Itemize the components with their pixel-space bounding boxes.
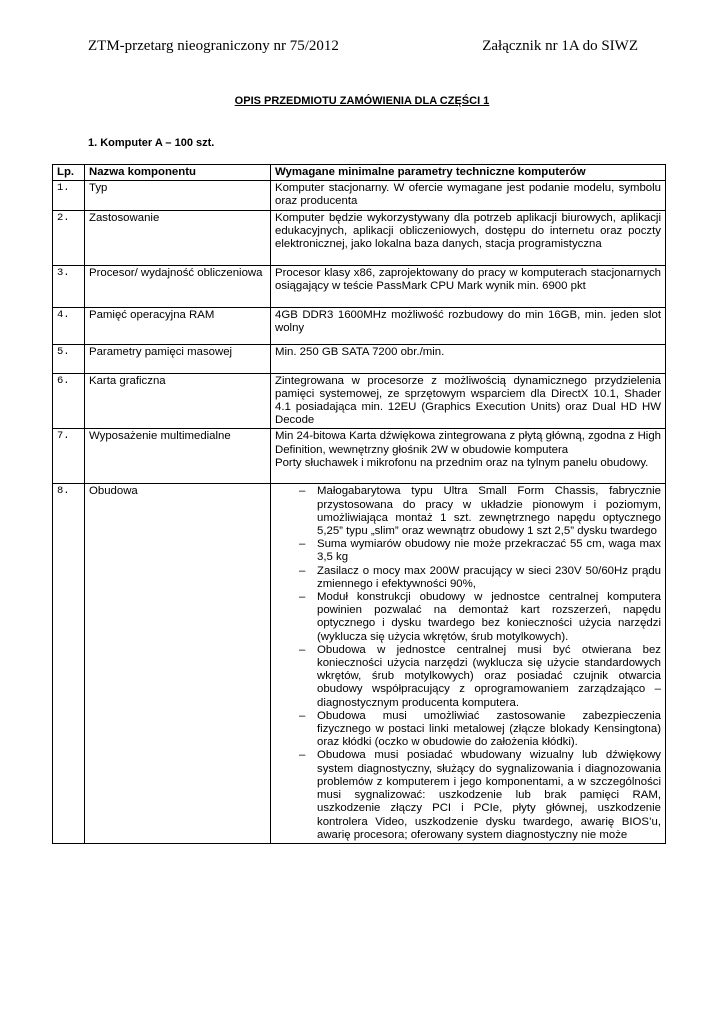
component-requirements: Komputer stacjonarny. W ofercie wymagane jest podanie modelu, symbolu oraz producenta bbox=[271, 181, 666, 210]
list-item: – Obudowa musi posiadać wbudowany wizualny lub dźwiękowy system diagnostyczny, służący do sygnalizowania i diagnozowania problemów z komputerem i jego komponentami, a w szczególności musi sygnalizować: uszkodzenie lub brak pamięci RAM, uszkodzenie złączy PCI i PCIe, płyty głównej, uszkodzenie kontrolera Video, uszkodzenie dysku twardego, awarię BIOS’u, awarię procesora; oferowany system diagnostyczny nie może bbox=[317, 749, 661, 841]
component-requirements: Procesor klasy x86, zaprojektowany do pracy w komputerach stacjonarnych osiągający w teście PassMark CPU Mark wynik min. 6900 pkt bbox=[271, 265, 666, 307]
table-row bbox=[53, 484, 666, 843]
list-item: – Obudowa musi umożliwiać zastosowanie zabezpieczenia fizycznego w postaci linki metalowej (złącze blokady Kensingtona) oraz kłódki (oczko w obudowie do założenia kłódki). bbox=[317, 710, 661, 750]
component-requirements bbox=[271, 484, 666, 843]
header-lp: Lp. bbox=[53, 165, 85, 181]
component-name: Karta graficzna bbox=[85, 373, 271, 429]
header-attachment: Załącznik nr 1A do SIWZ bbox=[482, 38, 638, 54]
component-requirements: 4GB DDR3 1600MHz możliwość rozbudowy do min 16GB, min. jeden slot wolny bbox=[271, 307, 666, 344]
header-tender-number: ZTM-przetarg nieograniczony nr 75/2012 bbox=[88, 38, 339, 54]
row-number: 5. bbox=[53, 344, 85, 373]
component-requirements: Min. 250 GB SATA 7200 obr./min. bbox=[271, 344, 666, 373]
list-item: – Zasilacz o mocy max 200W pracujący w sieci 230V 50/60Hz prądu zmiennego i efektywności 90%, bbox=[317, 565, 661, 591]
table-row bbox=[53, 373, 666, 429]
requirements-line: Porty słuchawek i mikrofonu na przednim oraz na tylnym panelu obudowy. bbox=[275, 456, 649, 469]
table-row bbox=[53, 265, 666, 307]
component-name: Wyposażenie multimedialne bbox=[85, 429, 271, 484]
table-row bbox=[53, 210, 666, 265]
component-name: Typ bbox=[85, 181, 271, 210]
section-heading: 1. Komputer A – 100 szt. bbox=[88, 137, 215, 149]
component-name: Procesor/ wydajność obliczeniowa bbox=[85, 265, 271, 307]
table-row bbox=[53, 307, 666, 344]
component-requirements: Komputer będzie wykorzystywany dla potrzeb aplikacji biurowych, aplikacji edukacyjnych, aplikacji obliczeniowych, dostępu do internetu oraz poczty elektronicznej, jako lokalna baza danych, stacja programistyczna bbox=[271, 210, 666, 265]
component-requirements: Zintegrowana w procesorze z możliwością dynamicznego przydzielenia pamięci systemowej, ze sprzętowym wsparciem dla DirectX 10.1, Shader 4.1 posiadająca min. 12EU (Graphics Execution Units) oraz Dual HD HW Decode bbox=[271, 373, 666, 429]
list-item: – Suma wymiarów obudowy nie może przekraczać 55 cm, waga max 3,5 kg bbox=[317, 538, 661, 564]
component-name: Pamięć operacyjna RAM bbox=[85, 307, 271, 344]
table-row bbox=[53, 429, 666, 484]
header-component-name: Nazwa komponentu bbox=[85, 165, 271, 181]
row-number: 3. bbox=[53, 265, 85, 307]
header-parameters: Wymagane minimalne parametry techniczne komputerów bbox=[271, 165, 666, 181]
table-row bbox=[53, 181, 666, 210]
row-number: 7. bbox=[53, 429, 85, 484]
specification-table bbox=[52, 164, 666, 844]
list-item: – Obudowa w jednostce centralnej musi być otwierana bez konieczności użycia narzędzi (wyklucza się użycie standardowych wkrętów, śrub motylkowych) oraz posiadać czujnik otwarcia obudowy współpracujący z oprogramowaniem zarządzająco – diagnostycznym producenta komputera. bbox=[317, 644, 661, 710]
row-number: 8. bbox=[53, 484, 85, 843]
component-name: Zastosowanie bbox=[85, 210, 271, 265]
component-requirements bbox=[271, 429, 666, 484]
list-item: – Małogabarytowa typu Ultra Small Form Chassis, fabrycznie przystosowana do pracy w układzie pionowym i poziomym, umożliwiająca montaż 1 szt. zewnętrznego napędu optycznego 5,25” typu „slim” oraz wewnątrz obudowy 1 szt 2,5” dysku twardego bbox=[317, 485, 661, 538]
requirements-line: Min 24-bitowa Karta dźwiękowa zintegrowana z płytą główną, zgodna z High Definition, wewnętrzny głośnik 2W w obudowie komputera bbox=[275, 430, 661, 456]
row-number: 1. bbox=[53, 181, 85, 210]
table-row bbox=[53, 344, 666, 373]
row-number: 2. bbox=[53, 210, 85, 265]
document-title: OPIS PRZEDMIOTU ZAMÓWIENIA DLA CZĘŚCI 1 bbox=[234, 95, 490, 107]
row-number: 6. bbox=[53, 373, 85, 429]
component-name: Obudowa bbox=[85, 484, 271, 843]
table-header-row bbox=[53, 165, 666, 181]
row-number: 4. bbox=[53, 307, 85, 344]
requirements-list bbox=[275, 485, 661, 841]
list-item: – Moduł konstrukcji obudowy w jednostce centralnej komputera powinien pozwalać na demontaż kart rozszerzeń, napędu optycznego i dysku twardego bez konieczności użycia narzędzi (wyklucza się użycia wkrętów, śrub motylkowych). bbox=[317, 591, 661, 644]
component-name: Parametry pamięci masowej bbox=[85, 344, 271, 373]
